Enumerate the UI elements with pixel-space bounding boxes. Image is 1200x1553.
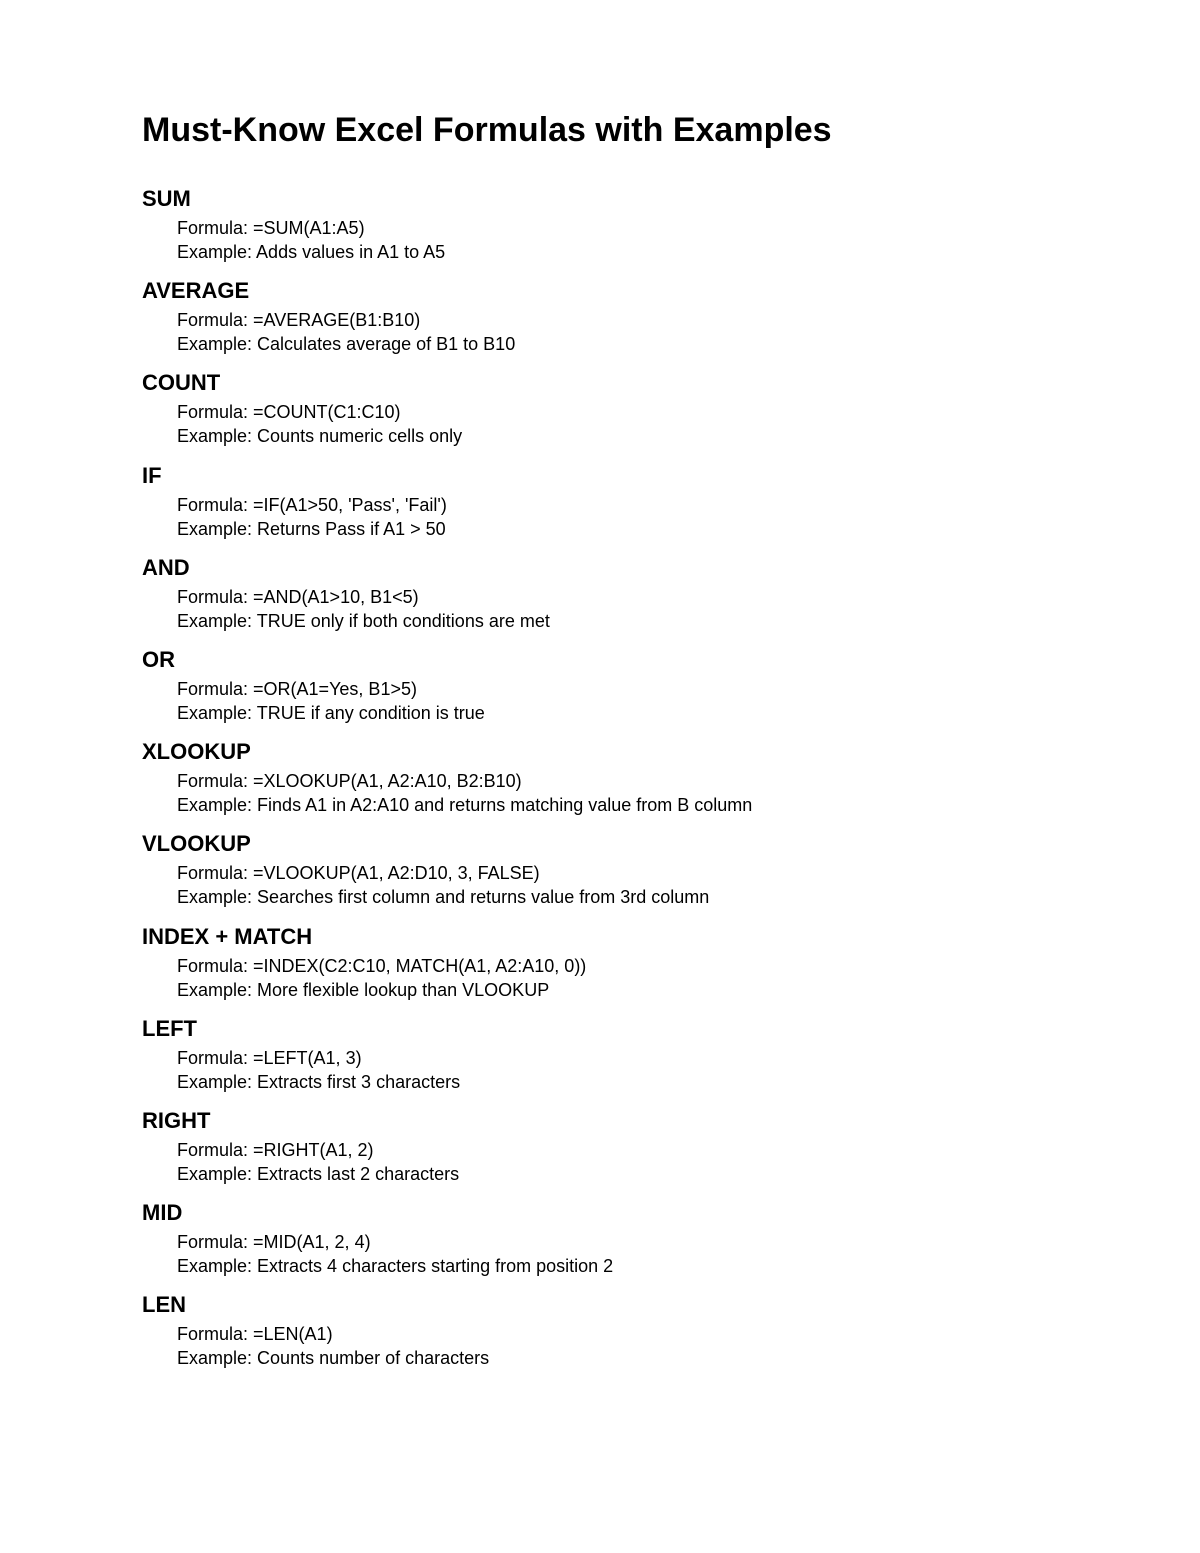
formula-prefix: Formula:: [177, 218, 254, 238]
formula-section: [142, 278, 1200, 370]
example-line: [177, 701, 1200, 725]
document-title: Must-Know Excel Formulas with Examples: [142, 111, 832, 149]
example-prefix: Example:: [177, 795, 258, 816]
example-text: Adds values in A1 to A5: [256, 242, 446, 262]
formula-text: =IF(A1>50, 'Pass', 'Fail'): [253, 494, 447, 515]
formula-prefix: Formula:: [177, 1324, 254, 1345]
section-heading: INDEX + MATCH: [142, 923, 313, 949]
example-line: [177, 1346, 1200, 1370]
example-prefix: Example:: [177, 887, 258, 908]
example-prefix: Example:: [177, 702, 257, 723]
example-line: [177, 332, 1200, 356]
formula-text: =INDEX(C2:C10, MATCH(A1, A2:A10, 0)): [253, 955, 587, 976]
example-text: Counts number of characters: [257, 1348, 490, 1369]
section-heading: RIGHT: [142, 1107, 211, 1133]
formula-text: =LEFT(A1, 3): [253, 1047, 362, 1068]
example-prefix: Example:: [177, 1348, 258, 1369]
formula-prefix: Formula:: [177, 1139, 254, 1160]
example-line: [177, 240, 1200, 264]
formula-prefix: Formula:: [177, 771, 254, 792]
section-heading: LEFT: [142, 1015, 197, 1041]
formula-section: [142, 186, 1200, 278]
formula-text: =OR(A1=Yes, B1>5): [253, 678, 417, 699]
example-line: [177, 1070, 1200, 1094]
formula-text: =SUM(A1:A5): [253, 218, 365, 238]
formula-text: =AVERAGE(B1:B10): [253, 310, 421, 331]
section-heading: VLOOKUP: [142, 831, 251, 857]
section-heading: AVERAGE: [142, 278, 250, 304]
formula-section: [142, 739, 1200, 831]
example-prefix: Example:: [177, 334, 258, 355]
formula-sections: [142, 186, 1200, 1384]
example-text: Searches first column and returns value from 3rd column: [257, 887, 710, 908]
example-line: [177, 978, 1200, 1002]
formula-line: [177, 677, 1200, 701]
example-line: [177, 1162, 1200, 1186]
formula-section: [142, 831, 1200, 923]
formula-section: [142, 1016, 1200, 1108]
example-line: [177, 517, 1200, 541]
formula-section: [142, 463, 1200, 555]
example-prefix: Example:: [177, 518, 258, 539]
formula-prefix: Formula:: [177, 402, 254, 423]
example-prefix: Example:: [177, 426, 258, 447]
example-text: TRUE if any condition is true: [256, 702, 485, 723]
formula-line: [177, 585, 1200, 609]
formula-line: [177, 769, 1200, 793]
formula-section: [142, 924, 1200, 1016]
formula-section: [142, 647, 1200, 739]
example-line: [177, 793, 1200, 817]
formula-text: =XLOOKUP(A1, A2:A10, B2:B10): [253, 771, 522, 792]
formula-prefix: Formula:: [177, 1047, 254, 1068]
example-prefix: Example:: [177, 1256, 258, 1277]
example-text: Extracts first 3 characters: [257, 1071, 461, 1092]
formula-line: [177, 216, 1200, 240]
formula-line: [177, 308, 1200, 332]
example-text: Returns Pass if A1 > 50: [257, 518, 446, 539]
example-line: [177, 1254, 1200, 1278]
formula-line: [177, 1322, 1200, 1346]
example-text: Extracts 4 characters starting from position 2: [257, 1256, 614, 1277]
formula-prefix: Formula:: [177, 1232, 254, 1253]
example-prefix: Example:: [177, 1163, 258, 1184]
formula-prefix: Formula:: [177, 310, 254, 331]
formula-line: [177, 1138, 1200, 1162]
formula-text: =VLOOKUP(A1, A2:D10, 3, FALSE): [253, 863, 540, 884]
formula-text: =MID(A1, 2, 4): [253, 1232, 371, 1253]
section-heading: IF: [142, 462, 162, 488]
example-line: [177, 885, 1200, 909]
example-line: [177, 609, 1200, 633]
example-text: More flexible lookup than VLOOKUP: [257, 979, 550, 1000]
formula-text: =AND(A1>10, B1<5): [253, 586, 419, 607]
formula-prefix: Formula:: [177, 494, 254, 515]
section-heading: COUNT: [142, 370, 221, 396]
example-text: Finds A1 in A2:A10 and returns matching value from B column: [257, 795, 753, 816]
example-text: Extracts last 2 characters: [257, 1163, 460, 1184]
example-prefix: Example:: [177, 1071, 258, 1092]
formula-line: [177, 954, 1200, 978]
formula-line: [177, 861, 1200, 885]
section-heading: SUM: [142, 186, 191, 211]
formula-line: [177, 1230, 1200, 1254]
section-heading: MID: [142, 1200, 183, 1226]
section-heading: XLOOKUP: [142, 739, 251, 765]
example-text: Calculates average of B1 to B10: [257, 334, 516, 355]
formula-section: [142, 1200, 1200, 1292]
formula-prefix: Formula:: [177, 863, 254, 884]
formula-prefix: Formula:: [177, 955, 254, 976]
formula-line: [177, 400, 1200, 424]
formula-prefix: Formula:: [177, 678, 254, 699]
formula-text: =COUNT(C1:C10): [253, 402, 401, 423]
formula-text: =LEN(A1): [253, 1324, 333, 1345]
formula-prefix: Formula:: [177, 586, 254, 607]
example-text: TRUE only if both conditions are met: [256, 610, 550, 631]
example-line: [177, 424, 1200, 448]
formula-section: [142, 370, 1200, 462]
formula-section: [142, 1292, 1200, 1384]
example-text: Counts numeric cells only: [257, 426, 463, 447]
example-prefix: Example:: [177, 979, 258, 1000]
formula-line: [177, 1046, 1200, 1070]
example-prefix: Example:: [177, 610, 257, 631]
section-heading: OR: [142, 646, 175, 672]
formula-section: [142, 1108, 1200, 1200]
example-prefix: Example:: [177, 242, 257, 262]
section-heading: LEN: [142, 1292, 186, 1318]
formula-text: =RIGHT(A1, 2): [253, 1139, 374, 1160]
formula-section: [142, 555, 1200, 647]
formula-line: [177, 493, 1200, 517]
section-heading: AND: [142, 554, 190, 580]
